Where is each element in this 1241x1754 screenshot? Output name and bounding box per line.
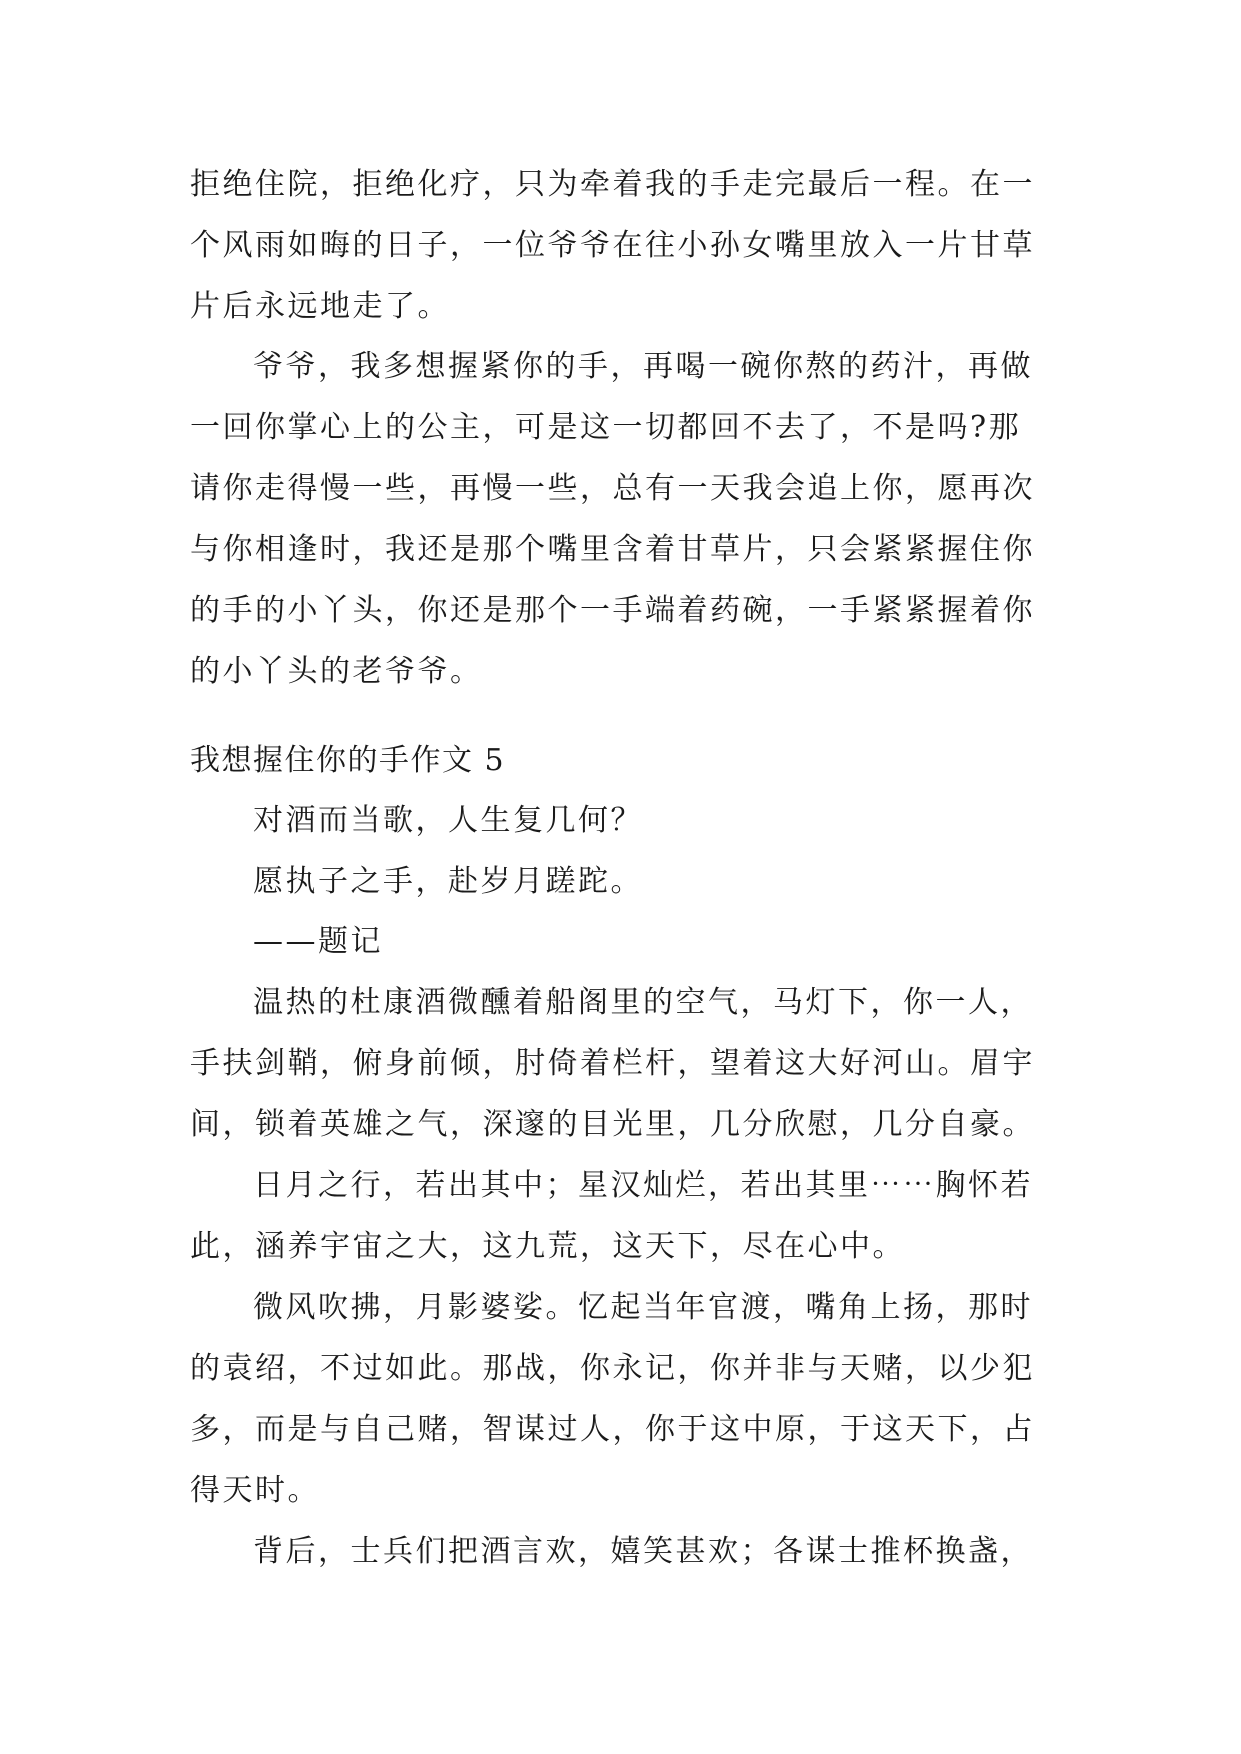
paragraph-line: 的小丫头的老爷爷。: [190, 654, 483, 689]
paragraph-line: 间，锁着英雄之气，深邃的目光里，几分欣慰，几分自豪。: [190, 1107, 1035, 1142]
paragraph-line: 与你相逢时，我还是那个嘴里含着甘草片，只会紧紧握住你: [190, 532, 1035, 567]
paragraph-line: 的袁绍，不过如此。那战，你永记，你并非与天赌，以少犯: [190, 1351, 1035, 1386]
paragraph-line: 手扶剑鞘，俯身前倾，肘倚着栏杆，望着这大好河山。眉宇: [190, 1046, 1035, 1081]
paragraph-line: 日月之行，若出其中；星汉灿烂，若出其里⋯⋯胸怀若: [253, 1168, 1033, 1203]
paragraph-line: 温热的杜康酒微醺着船阁里的空气，马灯下，你一人，: [253, 985, 1033, 1020]
paragraph-line: 个风雨如晦的日子，一位爷爷在往小孙女嘴里放入一片甘草: [190, 228, 1035, 263]
paragraph-line: 得天时。: [190, 1473, 320, 1508]
paragraph-line: 微风吹拂，月影婆娑。忆起当年官渡，嘴角上扬，那时: [253, 1290, 1033, 1325]
poem-line: 愿执子之手，赴岁月蹉跎。: [253, 864, 643, 899]
paragraph-line: 爷爷，我多想握紧你的手，再喝一碗你熬的药汁，再做: [253, 349, 1033, 384]
paragraph-line: 拒绝住院，拒绝化疗，只为牵着我的手走完最后一程。在一: [190, 167, 1035, 202]
section-title: 我想握住你的手作文 5: [190, 743, 506, 778]
paragraph-line: 背后，士兵们把酒言欢，嬉笑甚欢；各谋士推杯换盏，: [253, 1534, 1033, 1569]
paragraph-line: 请你走得慢一些，再慢一些，总有一天我会追上你，愿再次: [190, 471, 1035, 506]
epigraph-label: ——题记: [253, 924, 383, 959]
paragraph-line: 一回你掌心上的公主，可是这一切都回不去了，不是吗?那: [190, 410, 1022, 445]
paragraph-line: 多，而是与自己赌，智谋过人，你于这中原，于这天下，占: [190, 1412, 1035, 1447]
paragraph-line: 片后永远地走了。: [190, 289, 450, 324]
paragraph-line: 此，涵养宇宙之大，这九荒，这天下，尽在心中。: [190, 1229, 905, 1264]
paragraph-line: 的手的小丫头，你还是那个一手端着药碗，一手紧紧握着你: [190, 593, 1035, 628]
poem-line: 对酒而当歌，人生复几何？: [253, 803, 643, 838]
